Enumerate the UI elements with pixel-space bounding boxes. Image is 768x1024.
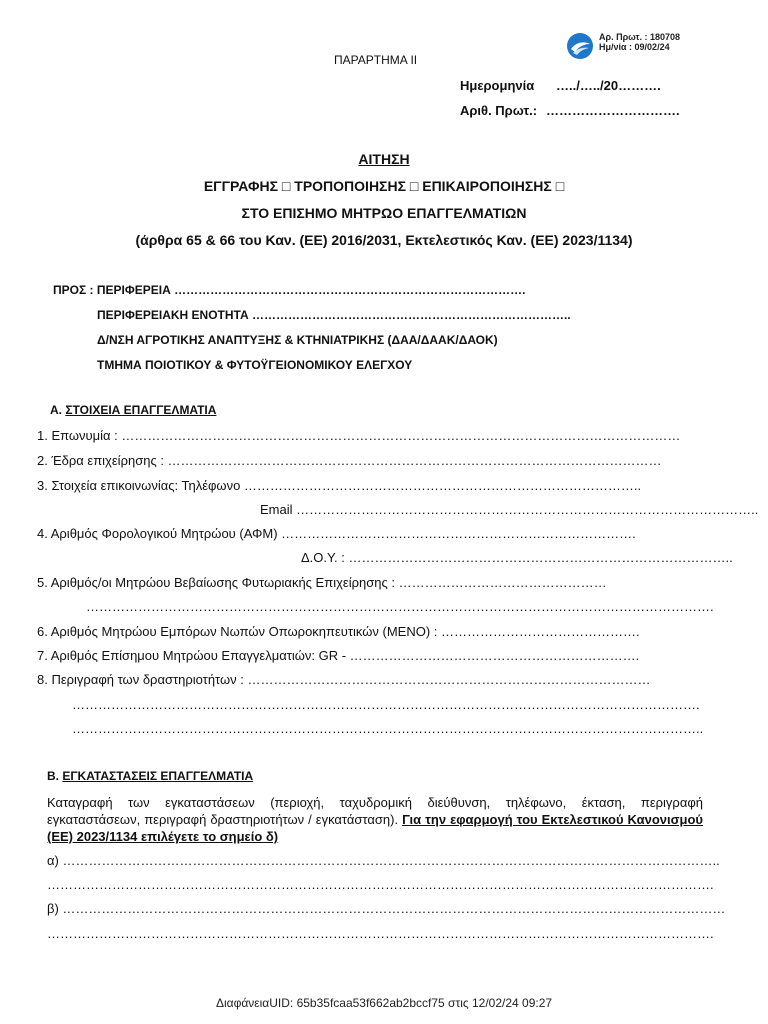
option-modification-label: ΤΡΟΠΟΠΟΙΗΣΗΣ — [294, 178, 406, 194]
field-email[interactable]: Email …………………………………………………………………………………………….. — [260, 502, 759, 517]
field-business-seat[interactable]: 2. Έδρα επιχείρησης : …………………………………………………………………………………………………… — [37, 453, 662, 468]
protocol-stamp — [599, 32, 680, 52]
section-b-title: ΕΓΚΑΤΑΣΤΑΣΕΙΣ ΕΠΑΓΓΕΛΜΑΤΙΑ — [62, 769, 254, 783]
field-installation-b-cont[interactable]: ………………………………………………………………………………………………………………………………………. — [47, 926, 714, 941]
field-tax-id[interactable]: 4. Αριθμός Φορολογικού Μητρώου (ΑΦΜ) ………………………………………………………………………. — [37, 526, 636, 541]
application-type-options — [0, 178, 768, 194]
stamp-date: Ημ/νία : 09/02/24 — [599, 42, 670, 52]
field-activities-line-3[interactable]: ……………………………………………………………………………………………………………………………….. — [72, 721, 704, 736]
register-title: ΣΤΟ ΕΠΙΣΗΜΟ ΜΗΤΡΩΟ ΕΠΑΓΓΕΛΜΑΤΙΩΝ — [241, 205, 527, 221]
recipient-region: ΠΡΟΣ : ΠΕΡΙΦΕΡΕΙΑ ……………………………………………………………………………. — [53, 283, 526, 297]
field-official-register-number[interactable]: 7. Αριθμός Επίσημου Μητρώου Επαγγελματιών: GR - …………………………………………………………. — [37, 648, 640, 663]
recipient-regional-unit: ΠΕΡΙΦΕΡΕΙΑΚΗ ΕΝΟΤΗΤΑ …………………………………………………………………….. — [97, 308, 571, 322]
registration-checkbox[interactable]: □ — [281, 178, 291, 194]
field-activities-line-2[interactable]: ………………………………………………………………………………………………………………………………. — [72, 697, 700, 712]
field-activities-description[interactable]: 8. Περιγραφή των δραστηριοτήτων : ………………………………………………………………………………… — [37, 672, 651, 687]
section-b-prefix: Β. — [47, 769, 59, 783]
field-meno-number[interactable]: 6. Αριθμός Μητρώου Εμπόρων Νωπών Οπωροκηπευτικών (ΜΕΝΟ) : ………………………………………. — [37, 624, 640, 639]
section-b-heading — [47, 769, 253, 783]
field-company-name[interactable]: 1. Επωνυμία : ………………………………………………………………………………………………………………… — [37, 428, 681, 443]
protocol-field[interactable]: …………………………. — [546, 103, 680, 118]
section-a-heading — [50, 403, 216, 417]
section-b-description — [47, 794, 703, 845]
stamp-prot-number: Αρ. Πρωτ. : 180708 — [599, 32, 681, 42]
document-title: ΑΙΤΗΣΗ — [358, 151, 410, 167]
update-checkbox[interactable]: □ — [555, 178, 565, 194]
option-update-label: ΕΠΙΚΑΙΡΟΠΟΙΗΣΗΣ — [422, 178, 552, 194]
section-a-prefix: Α. — [50, 403, 62, 417]
field-nursery-certificate-cont[interactable]: ………………………………………………………………………………………………………………………………. — [86, 599, 714, 614]
field-nursery-certificate[interactable]: 5. Αριθμός/οι Μητρώου Βεβαίωσης Φυτωριακής Επιχείρησης : ………………………………………… — [37, 575, 607, 590]
date-field[interactable]: …../…../20………. — [556, 78, 661, 93]
date-label: Ημερομηνία — [460, 78, 535, 93]
annex-label: ΠΑΡΑΡΤΗΜΑ ΙΙ — [334, 53, 418, 67]
field-installation-b[interactable]: β) ……………………………………………………………………………………………………………………………………… — [47, 901, 726, 916]
document-footer: ΔιαφάνειαUID: 65b35fcaa53f662ab2bccf75 στις 12/02/24 09:27 — [215, 996, 553, 1010]
agency-logo-icon — [566, 32, 594, 60]
field-phone[interactable]: 3. Στοιχεία επικοινωνίας: Τηλέφωνο ……………………………………………………………………………….. — [37, 478, 642, 493]
field-installation-a[interactable]: α) …………………………………………………………………………………………………………………………………….. — [47, 853, 720, 868]
section-b-description-note: Για την εφαρμογή του Εκτελεστικού Κανονισμού (ΕΕ) 2023/1134 επιλέγετε το σημείο δ) — [47, 812, 703, 844]
option-registration-label: ΕΓΓΡΑΦΗΣ — [203, 178, 279, 194]
recipient-department: ΤΜΗΜΑ ΠΟΙΟΤΙΚΟΥ & ΦΥΤΟΫΓΕΙΟΝΟΜΙΚΟΥ ΕΛΕΓΧΟΥ — [97, 358, 413, 372]
modification-checkbox[interactable]: □ — [409, 178, 419, 194]
field-installation-a-cont[interactable]: ………………………………………………………………………………………………………………………………………. — [47, 877, 714, 892]
section-b-description-text: Καταγραφή των εγκαταστάσεων (περιοχή, ταχυδρομική διεύθυνση, τηλέφωνο, έκταση, περιγραφή εγκαταστάσεων, περιγραφή δραστηριοτήτων / εγκατάσταση). — [47, 795, 703, 827]
legal-basis: (άρθρα 65 & 66 του Καν. (ΕΕ) 2016/2031, Εκτελεστικός Καν. (ΕΕ) 2023/1134) — [135, 232, 633, 248]
section-a-title: ΣΤΟΙΧΕΙΑ ΕΠΑΓΓΕΛΜΑΤΙΑ — [65, 403, 217, 417]
recipient-directorate: Δ/ΝΣΗ ΑΓΡΟΤΙΚΗΣ ΑΝΑΠΤΥΞΗΣ & ΚΤΗΝΙΑΤΡΙΚΗΣ (ΔΑΑ/ΔΑΑΚ/ΔΑΟΚ) — [97, 333, 498, 347]
field-tax-office[interactable]: Δ.Ο.Υ. : …………………………………………………………………………….. — [301, 550, 733, 565]
protocol-label: Αριθ. Πρωτ.: — [460, 103, 538, 118]
